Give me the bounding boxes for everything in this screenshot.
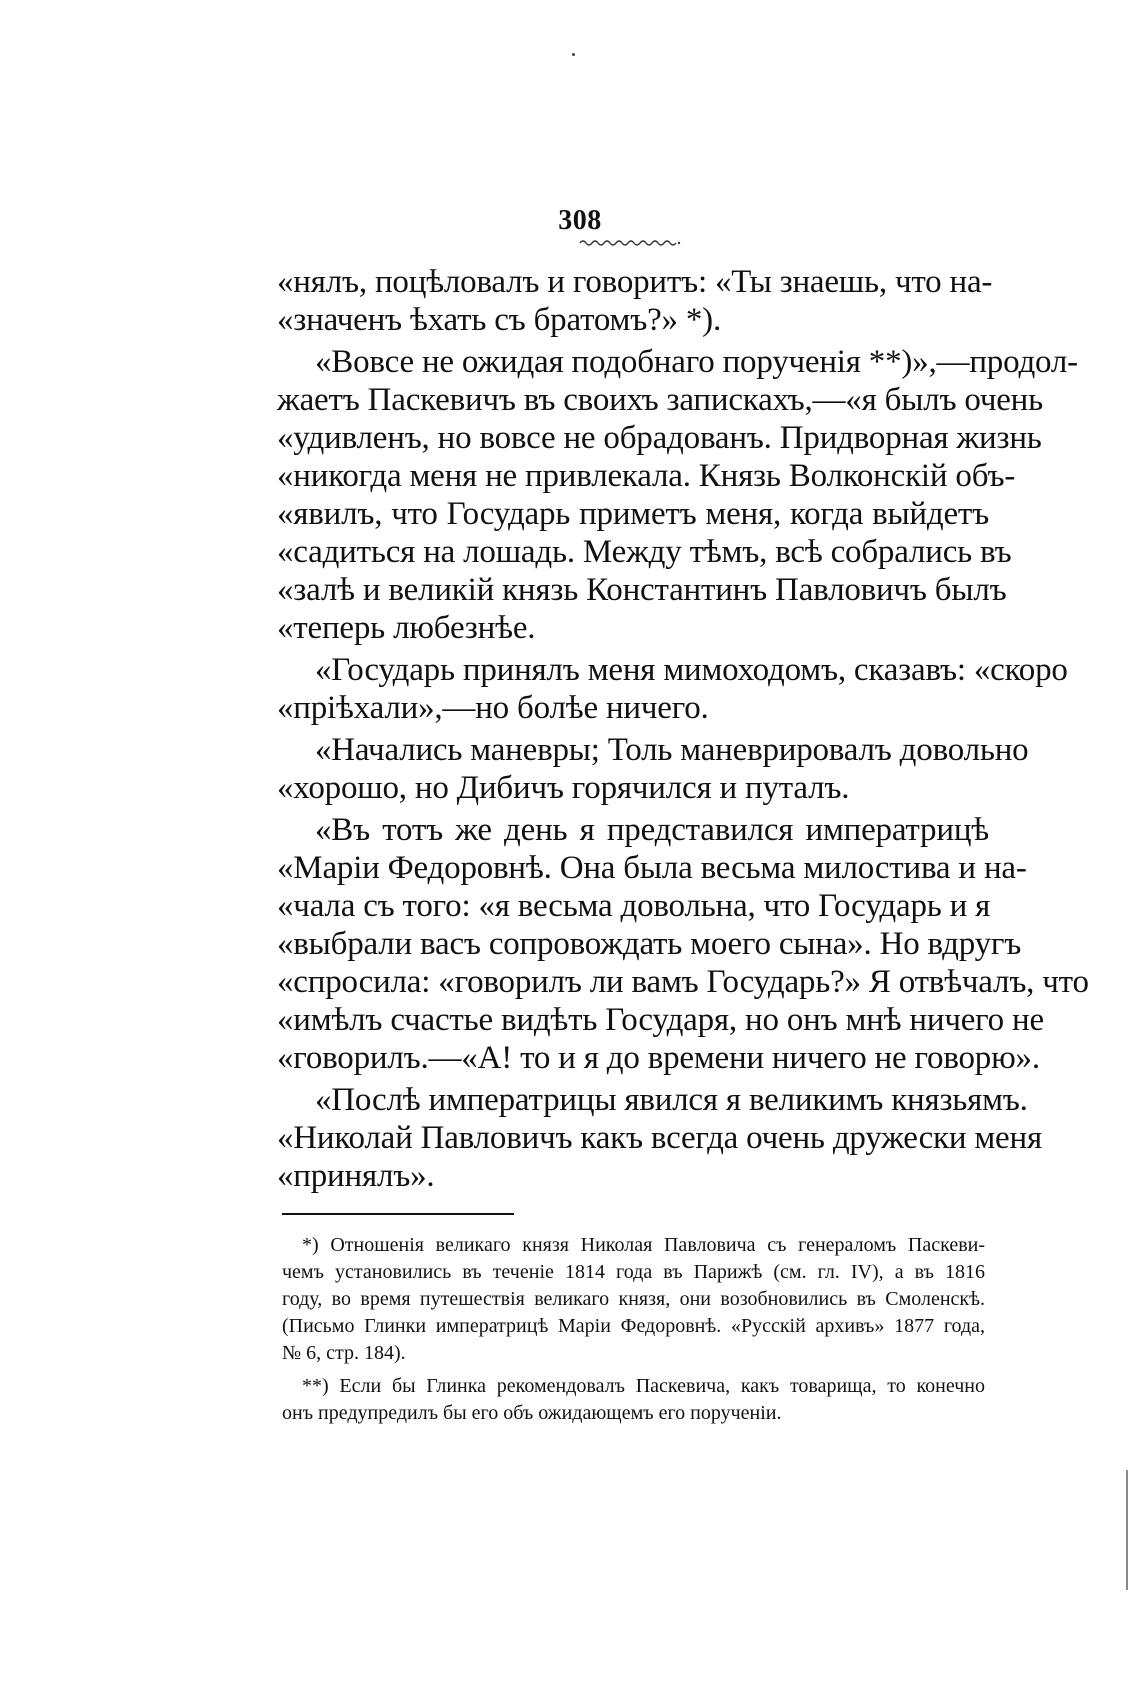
page-number-ornament: [578, 237, 682, 247]
body-text: [277, 263, 1089, 1195]
footnote-line: онъ предупредилъ бы его объ ожидающемъ его порученіи.: [282, 1402, 782, 1424]
body-text-line: «нялъ, поцѣловалъ и говоритъ: «Ты знаешь, что на-: [277, 264, 993, 300]
body-text-line: «хорошо, но Дибичъ горячился и путалъ.: [277, 770, 850, 806]
body-text-line: «залѣ и великій князь Константинъ Павловичъ былъ: [277, 572, 1007, 608]
body-text-line: «Послѣ императрицы явился я великимъ князьямъ.: [315, 1082, 1028, 1118]
body-text-line: «никогда меня не привлекала. Князь Волконскій объ-: [277, 458, 1016, 494]
body-text-line: жаетъ Паскевичъ въ своихъ запискахъ,—«я былъ очень: [277, 382, 1043, 418]
footnote-line: *) Отношенія великаго князя Николая Павловича съ генераломъ Паскеви-: [302, 1234, 985, 1256]
footnote-line: **) Если бы Глинка рекомендовалъ Паскевича, какъ товарища, то конечно: [302, 1375, 985, 1397]
footnote-line: (Письмо Глинки императрицѣ Маріи Федоровнѣ. «Русскій архивъ» 1877 года,: [282, 1315, 985, 1337]
body-text-line: «Николай Павловичъ какъ всегда очень дружески меня: [277, 1120, 1042, 1156]
body-text-line: «удивленъ, но вовсе не обрадованъ. Придворная жизнь: [277, 420, 1042, 456]
page-edge-mark: [1126, 1470, 1128, 1590]
body-text-line: «спросила: «говорилъ ли вамъ Государь?» Я отвѣчалъ, что: [277, 964, 1089, 1000]
body-text-line: «Въ тотъ же день я представился императрицѣ: [315, 812, 989, 848]
body-text-line: «явилъ, что Государь приметъ меня, когда выйдетъ: [277, 496, 989, 532]
body-text-line: «садиться на лошадь. Между тѣмъ, всѣ собрались въ: [277, 534, 1012, 570]
body-text-line: «Маріи Федоровнѣ. Она была весьма милостива и на-: [277, 850, 1027, 886]
body-text-line: «имѣлъ счастье видѣть Государя, но онъ мнѣ ничего не: [277, 1002, 1044, 1038]
body-text-line: «Государь принялъ меня мимоходомъ, сказавъ: «скоро: [315, 652, 1068, 688]
body-text-line: «значенъ ѣхать съ братомъ?» *).: [277, 302, 722, 338]
body-text-line: «пріѣхали»,—но болѣе ничего.: [277, 690, 709, 726]
page-number: 308: [558, 205, 602, 236]
footnote-line: чемъ установились въ теченіе 1814 года въ Парижѣ (см. гл. IV), а въ 1816: [282, 1261, 985, 1283]
footnote-line: № 6, стр. 184).: [282, 1342, 406, 1364]
page-speck: [572, 53, 575, 56]
body-text-line: «говорилъ.—«А! то и я до времени ничего не говорю».: [277, 1040, 1040, 1076]
footnote-line: году, во время путешествія великаго князя, они возобновились въ Смоленскѣ.: [282, 1288, 985, 1310]
body-text-line: «принялъ».: [277, 1158, 435, 1194]
body-text-line: «чала съ того: «я весьма довольна, что Государь и я: [277, 888, 991, 924]
footnote-rule: [282, 1213, 514, 1215]
body-text-line: «Вовсе не ожидая подобнаго порученія **)»,—продол-: [315, 344, 1078, 380]
body-text-line: «выбрали васъ сопровождать моего сына». Но вдругъ: [277, 926, 1022, 962]
body-text-line: «теперь любезнѣе.: [277, 610, 536, 646]
footnotes: [282, 1232, 985, 1427]
body-text-line: «Начались маневры; Толь маневрировалъ довольно: [315, 732, 1029, 768]
